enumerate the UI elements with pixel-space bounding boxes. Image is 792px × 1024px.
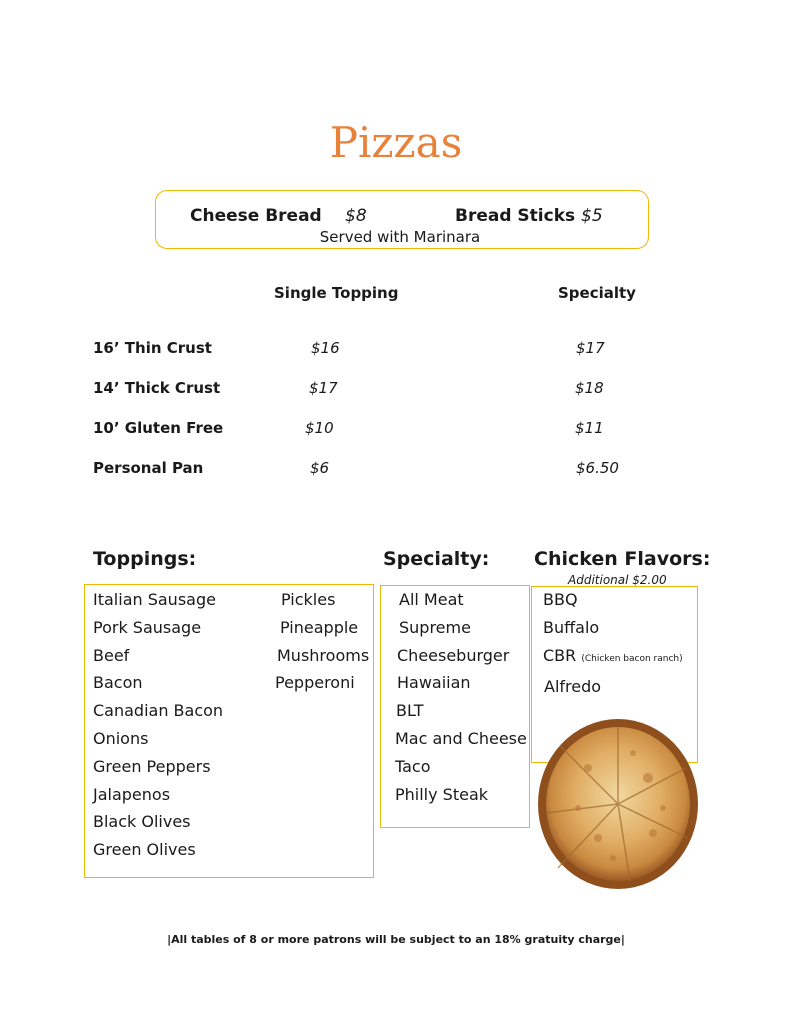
list-item: Supreme (399, 617, 471, 637)
toppings-list-col2 (277, 586, 369, 697)
specialty-heading: Specialty: (383, 548, 490, 570)
single-price: $16 (311, 339, 340, 357)
list-item (543, 642, 683, 674)
size-label: 14’ Thick Crust (93, 379, 221, 397)
list-item: Pickles (281, 590, 336, 609)
list-item: Beef (93, 645, 130, 665)
list-item: Green Olives (93, 840, 196, 860)
size-label: Personal Pan (93, 459, 204, 477)
single-price: $10 (305, 419, 334, 437)
list-item: Black Olives (93, 812, 191, 832)
cheese-bread-price: $8 (345, 206, 367, 226)
list-item: Taco (395, 756, 431, 776)
list-item: Pineapple (280, 617, 359, 637)
list-item: BLT (396, 701, 424, 721)
header-single-topping: Single Topping (274, 284, 399, 302)
header-specialty: Specialty (558, 284, 636, 302)
bread-note: Served with Marinara (319, 228, 481, 246)
list-item: Philly Steak (395, 784, 489, 804)
list-item: Pepperoni (275, 673, 355, 693)
toppings-list-col1 (93, 586, 223, 864)
list-item: BBQ (543, 590, 578, 609)
size-label: 10’ Gluten Free (93, 419, 224, 437)
pizza-image (538, 718, 698, 890)
specialty-price: $17 (576, 339, 605, 357)
gratuity-footer: |All tables of 8 or more patrons will be subject to an 18% gratuity charge| (167, 933, 625, 946)
size-label: 16’ Thin Crust (93, 339, 212, 357)
list-item: Alfredo (544, 677, 602, 697)
cbr-detail: (Chicken bacon ranch) (581, 653, 683, 664)
list-item: Mac and Cheese (395, 728, 527, 748)
specialty-price: $18 (575, 379, 604, 397)
single-price: $6 (310, 459, 330, 477)
chicken-note: Additional $2.00 (568, 573, 667, 587)
bread-sticks-price: $5 (581, 206, 603, 226)
cbr-label: CBR (543, 645, 577, 665)
list-item: Cheeseburger (397, 645, 510, 665)
list-item: Jalapenos (93, 784, 171, 804)
specialty-list (395, 586, 527, 808)
chicken-heading: Chicken Flavors: (534, 548, 711, 570)
list-item: Canadian Bacon (93, 701, 224, 721)
list-item: Italian Sausage (93, 590, 216, 609)
list-item: Hawaiian (397, 673, 471, 693)
single-price: $17 (309, 379, 338, 397)
list-item: Mushrooms (277, 645, 370, 665)
toppings-heading: Toppings: (93, 548, 197, 570)
list-item: Green Peppers (93, 756, 211, 776)
specialty-price: $11 (575, 419, 604, 437)
page-title: Pizzas (329, 118, 463, 167)
list-item: Pork Sausage (93, 617, 202, 637)
list-item: Bacon (93, 673, 143, 693)
chicken-list (543, 586, 683, 701)
specialty-price: $6.50 (576, 459, 619, 477)
cheese-bread-label: Cheese Bread (190, 206, 322, 226)
list-item: Onions (93, 728, 149, 748)
list-item: Buffalo (543, 617, 600, 637)
list-item: All Meat (399, 590, 464, 609)
bread-sticks-label: Bread Sticks (455, 206, 576, 226)
